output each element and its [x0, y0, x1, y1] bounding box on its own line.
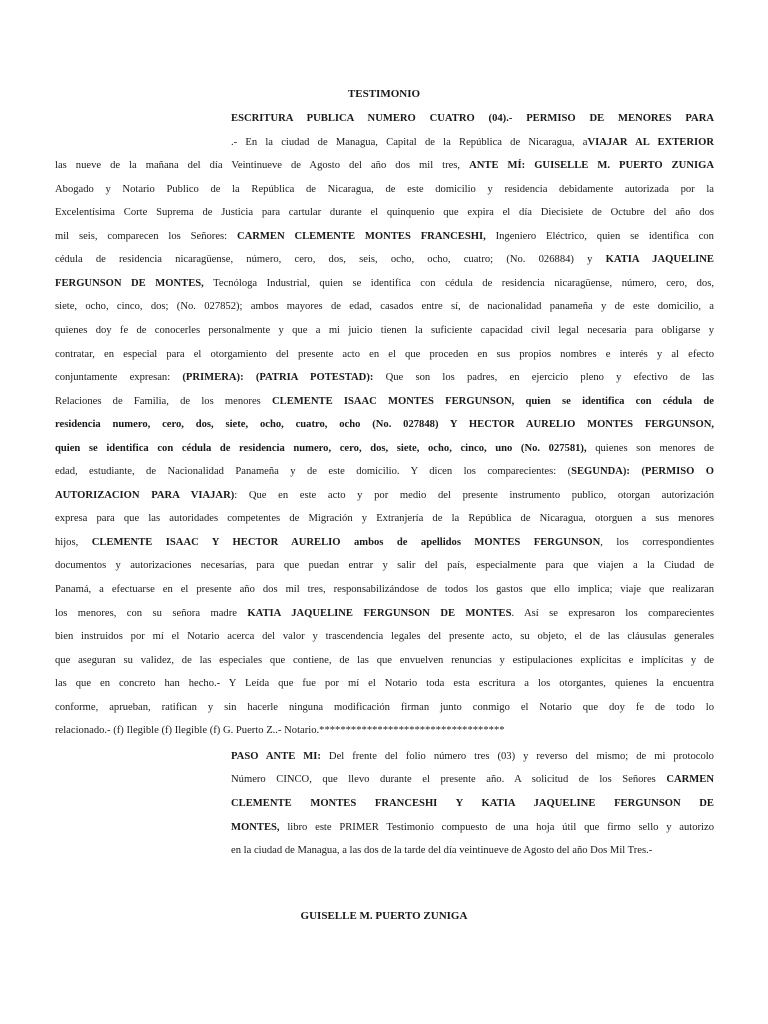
body-line [231, 839, 714, 862]
body-line [55, 554, 714, 577]
line-bold-text: MONTES, [231, 821, 280, 833]
line-text: quienes doy fe de conocerles personalmente y que a mi juicio tienen la suficiente capacidad civil legal necesaria para obligarse y [55, 324, 714, 336]
line-bold-text: CLEMENTE MONTES FRANCESHI Y KATIA JAQUELINE FERGUNSON DE [231, 797, 714, 809]
body-line [55, 696, 714, 719]
body-line [231, 816, 714, 839]
line-text: Excelentísima Corte Suprema de Justicia para cartular durante el quinquenio que expira el día Diecisiete de Octubre del año dos [55, 207, 714, 219]
line-bold-text: ESCRITURA PUBLICA NUMERO CUATRO (04).- PERMISO DE MENORES PARA [231, 113, 714, 124]
line-text: en la ciudad de Managua, a las dos de la tarde del día veintinueve de Agosto del año Dos Mil Tres.- [231, 845, 653, 857]
body-line [55, 602, 714, 625]
body-line [55, 672, 714, 695]
line-text-after: Tecnóloga Industrial, quien se identifica con cédula de residencia nicaragüense, número, cero, dos, [203, 277, 714, 289]
line-text: contratar, en especial para el otorgamiento del presente acto en el que proceden en sus propios nombres e interés y al efecto [55, 348, 714, 360]
body-line [55, 295, 714, 318]
line-text-after: . Así se expresaron los comparecientes [511, 607, 714, 619]
body-line [55, 531, 714, 554]
body-line [55, 625, 714, 648]
body-line [55, 248, 714, 271]
line-text: mil seis, comparecen los Señores: [55, 230, 237, 242]
body-line [55, 507, 714, 530]
body-line [55, 366, 714, 389]
line-bold-text: CLEMENTE ISAAC Y HECTOR AURELIO ambos de apellidos MONTES FERGUNSON [91, 536, 601, 548]
line-text: las nueve de la mañana del día Veintinueve de Agosto del año dos mil tres, [55, 160, 470, 172]
line-text: conjuntamente expresan: [55, 372, 183, 384]
line-text-after: Del frente del folio número tres (03) y reverso del mismo; de mi protocolo [320, 750, 714, 762]
body-line [55, 343, 714, 366]
line-bold-text: quien se identifica con cédula de residencia numero, cero, dos, siete, ocho, cinco, uno (No. 027581), [55, 442, 587, 454]
line-text: conforme, aprueban, ratifican y sin hacerle ninguna modificación firman junto conmigo el Notario que doy fe de todo lo [55, 701, 714, 713]
line-bold-text: ANTE MÍ: GUISELLE M. PUERTO ZUNIGA [469, 160, 714, 172]
line-bold-text: PASO ANTE MI: [231, 750, 321, 762]
line-bold-text: CARMEN CLEMENTE MONTES FRANCESHI, [236, 230, 486, 242]
line-text: siete, ocho, cinco, dos; (No. 027852); ambos mayores de edad, casados entre sí, de nacionalidad panameña y de este domicilio, a [55, 301, 714, 313]
line-bold-text: residencia numero, cero, dos, siete, ocho, cuatro, ocho (No. 027848) Y HECTOR AURELIO MONTES FERGUNSON, [55, 419, 714, 431]
line-text: Número CINCO, que llevo durante el presente año. A solicitud de los Señores [231, 774, 667, 786]
body-line [55, 390, 714, 413]
body-line [55, 201, 714, 224]
line-bold-text: KATIA JAQUELINE FERGUNSON DE MONTES [247, 607, 512, 619]
line-text: las que en concreto han hecho.- Y Leída que fue por mí el Notario toda esta escritura a los otorgantes, quienes la encuentra [55, 678, 714, 690]
line-text-after: Que son los padres, en ejercicio pleno y efectivo de las [373, 372, 715, 384]
body-line [231, 131, 714, 154]
line-bold-text: SEGUNDA): (PERMISO O [571, 466, 714, 478]
line-text-after: : Que en este acto y por medio del presente instrumento publico, otorgan autorización [234, 489, 714, 501]
line-text-after: quienes son menores de [586, 442, 714, 454]
line-bold-text: AUTORIZACION PARA VIAJAR) [55, 489, 235, 501]
line-bold-text: CARMEN [666, 774, 714, 786]
line-text-after: libro este PRIMER Testimonio compuesto de una hoja útil que firmo sello y autorizo [279, 821, 714, 833]
document-title: TESTIMONIO [347, 88, 421, 100]
body-line [55, 178, 714, 201]
line-text: documentos y autorizaciones necesarias, para que puedan entrar y salir del país, especialmente para que viajen a la Ciudad de [55, 560, 714, 572]
body-line [55, 460, 714, 483]
body-line [231, 792, 714, 815]
line-bold-text: VIAJAR AL EXTERIOR [587, 136, 714, 148]
line-text: Abogado y Notario Publico de la República de Nicaragua, de este domicilio y residencia debidamente autorizada por la [55, 183, 714, 195]
line-text: .- En la ciudad de Managua, Capital de la República de Nicaragua, a [231, 136, 588, 148]
line-text: que aseguran su validez, de las especiales que contiene, de las que envuelven renuncias y estipulaciones explícitas e implícitas y de [55, 654, 714, 666]
line-bold-text: CLEMENTE ISAAC MONTES FERGUNSON, quien se identifica con cédula de [272, 395, 714, 407]
line-text-after: Ingeniero Eléctrico, quien se identifica con [485, 230, 714, 242]
line-text-after: , los correspondientes [600, 536, 714, 548]
line-text: los menores, con su señora madre [55, 607, 248, 619]
line-text: expresa para que las autoridades competentes de Migración y Extranjería de la República de Nicaragua, otorguen a sus menores [55, 513, 714, 525]
line-text: Panamá, a efectuarse en el presente año dos mil tres, responsabilizándose de todos los gastos que ello implica; viaje que realizaran [55, 584, 714, 595]
line-text: Relaciones de Familia, de los menores [55, 395, 272, 407]
line-text: cédula de residencia nicaragüense, número, cero, dos, seis, ocho, ocho, cuatro; (No. 026884) y [55, 254, 606, 266]
body-line [55, 154, 714, 177]
notary-signature-name: GUISELLE M. PUERTO ZUNIGA [300, 910, 468, 922]
body-line [231, 107, 714, 130]
body-line [55, 578, 714, 601]
line-text: bien instruidos por mí el Notario acerca del valor y trascendencia legales del presente acto, su objeto, el de las cláusulas generales [55, 631, 714, 643]
line-bold-text: (PRIMERA): (PATRIA POTESTAD): [182, 372, 374, 384]
line-bold-text: FERGUNSON DE MONTES, [55, 277, 204, 289]
body-line [55, 413, 714, 436]
line-text: relacionado.- (f) Ilegible (f) Ilegible (f) G. Puerto Z..- Notario.*********************************** [55, 725, 505, 737]
body-line [231, 768, 714, 791]
body-line [55, 319, 714, 342]
body-line [55, 484, 714, 507]
body-line [55, 649, 714, 672]
body-line [55, 225, 714, 248]
line-text: hijos, [55, 536, 92, 548]
line-text: edad, estudiante, de Nacionalidad Panameña y de este domicilio. Y dicen los comparecientes: ( [55, 466, 572, 478]
body-line [231, 745, 714, 768]
body-line [55, 272, 714, 295]
body-line [55, 437, 714, 460]
line-bold-text: KATIA JAQUELINE [605, 254, 714, 266]
body-line [55, 719, 714, 742]
